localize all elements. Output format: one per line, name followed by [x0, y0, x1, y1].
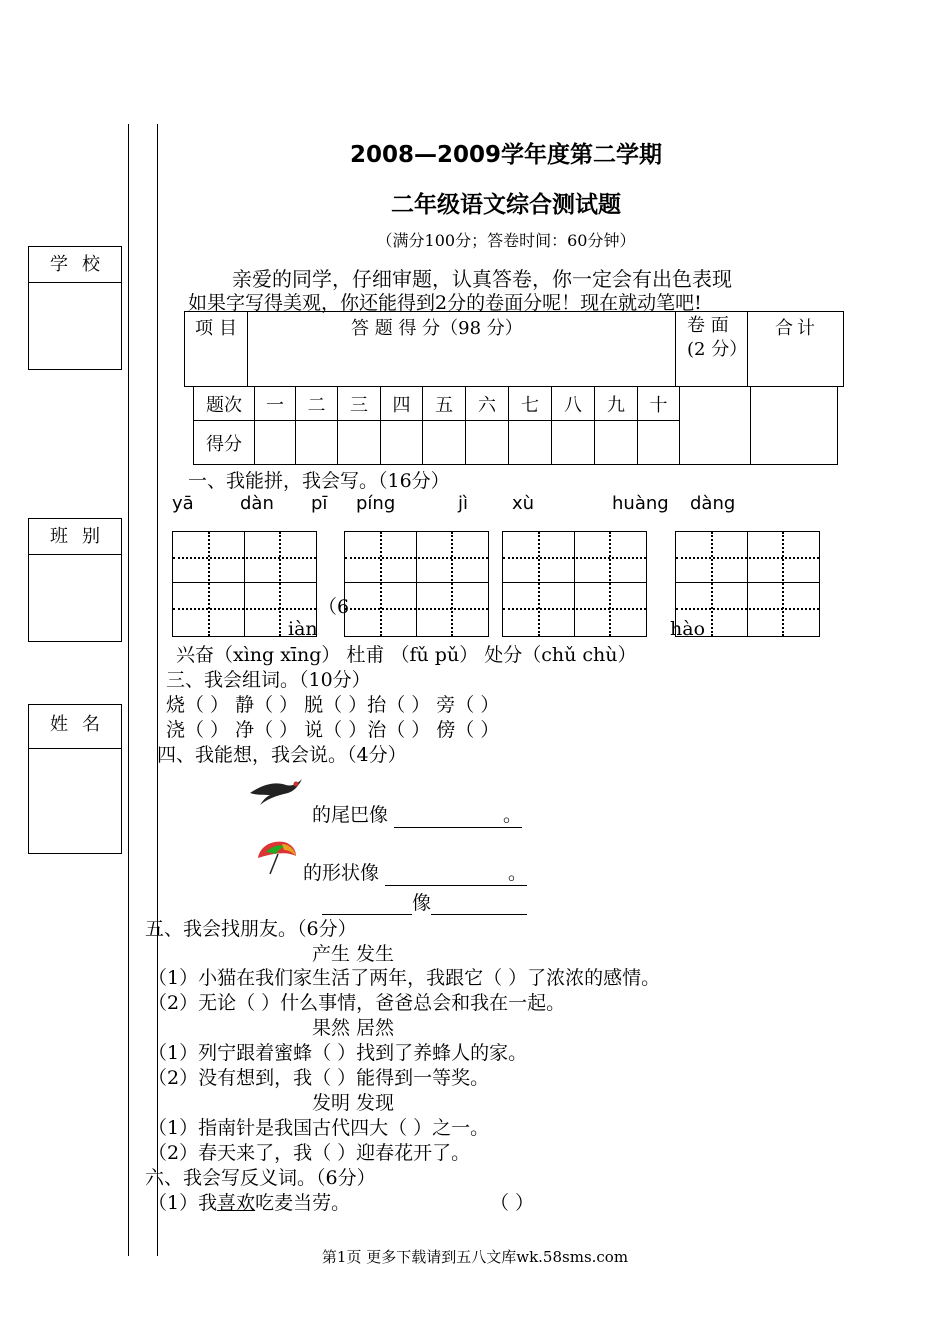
s6-q1: （1）我喜欢吃麦当劳。 — [148, 1192, 351, 1214]
section2-fragment-pinyin2: hào — [670, 618, 706, 640]
pinyin-ji: jì — [458, 493, 469, 514]
answer-blank-3[interactable] — [322, 892, 412, 915]
s5-g2-q1: （1）列宁跟着蜜蜂（ ）找到了养蜂人的家。 — [148, 1042, 528, 1064]
school-label: 学校 — [29, 247, 121, 283]
question-number-3: 三 — [338, 387, 381, 421]
s6-q1-blank[interactable]: （ ） — [490, 1192, 535, 1214]
score-row-label: 得分 — [194, 421, 255, 465]
name-box — [28, 704, 122, 854]
pinyin-ya: yā — [172, 493, 194, 514]
title-line2: 二年级语文综合测试题 — [391, 192, 621, 218]
question-number-7: 七 — [509, 387, 552, 421]
section5-heading: 五、我会找朋友。（6分） — [145, 918, 357, 940]
word-group-1: 产生 发生 — [312, 943, 395, 965]
intro-line2: 如果字写得美观，你还能得到2分的卷面分呢！现在就动笔吧! — [188, 292, 702, 314]
s5-g1-q2: （2）无论（ ）什么事情，爸爸总会和我在一起。 — [148, 992, 566, 1014]
question-number-10: 十 — [638, 387, 680, 421]
title-line1: 2008—2009学年度第二学期 — [349, 142, 663, 168]
q-shape-like: 的形状像 。 — [303, 858, 527, 886]
word-group-2: 果然 居然 — [312, 1017, 395, 1039]
section2-fragment-pinyin: iàn — [288, 618, 318, 640]
s5-g1-q1: （1）小猫在我们家生活了两年，我跟它（ ）了浓浓的感情。 — [148, 967, 661, 989]
section2-fragment: （6 — [318, 596, 350, 618]
word-group-3: 发明 发现 — [312, 1092, 395, 1114]
score-table-header — [184, 311, 844, 387]
pinyin-dan: dàn — [240, 493, 274, 514]
umbrella-icon — [256, 838, 298, 878]
question-number-1: 一 — [255, 387, 296, 421]
pinyin-huang: huàng — [612, 493, 669, 514]
school-box — [28, 246, 122, 370]
s5-g3-q2: （2）春天来了，我（ ）迎春花开了。 — [148, 1142, 471, 1164]
writing-grid-1[interactable] — [172, 531, 317, 637]
section3-row1: 烧（ ） 静（ ） 脱（ ）抬（ ） 旁（ ） — [166, 694, 500, 716]
section3-row2: 浇（ ） 净（ ） 说（ ）治（ ） 傍（ ） — [166, 719, 500, 741]
item-label: 项目 — [195, 318, 243, 339]
writing-grid-4[interactable] — [675, 531, 820, 637]
total-label: 合计 — [775, 318, 819, 339]
question-number-5: 五 — [423, 387, 466, 421]
writing-grid-3[interactable] — [502, 531, 647, 637]
class-label: 班别 — [29, 519, 121, 555]
score-table — [193, 386, 838, 465]
pinyin-pi: pī — [311, 493, 328, 514]
section4-heading: 四、我能想，我会说。（4分） — [157, 744, 407, 766]
margin-line-left — [128, 124, 129, 1256]
pinyin-xu: xù — [512, 493, 535, 514]
s5-g3-q1: （1）指南针是我国古代四大（ ）之一。 — [148, 1117, 490, 1139]
class-box — [28, 518, 122, 642]
answer-score-label: 答 题 得 分（98 分） — [351, 318, 523, 339]
pinyin-ping: píng — [356, 493, 396, 514]
section6-heading: 六、我会写反义词。（6分） — [145, 1167, 376, 1189]
question-number-2: 二 — [296, 387, 338, 421]
name-label: 姓名 — [29, 705, 121, 749]
subtitle: （满分100分；答卷时间：60分钟） — [376, 231, 636, 250]
question-number-9: 九 — [595, 387, 638, 421]
question-row-label: 题次 — [194, 387, 255, 421]
pinyin-dang: dàng — [690, 493, 736, 514]
s5-g2-q2: （2）没有想到，我（ ）能得到一等奖。 — [148, 1067, 490, 1089]
answer-blank-2[interactable]: 。 — [385, 858, 527, 886]
writing-grid-2[interactable] — [344, 531, 489, 637]
question-number-6: 六 — [466, 387, 509, 421]
section1-heading: 一、我能拼，我会写。（16分） — [188, 470, 450, 492]
q-tail-like: 的尾巴像 。 — [312, 800, 522, 828]
question-number-4: 四 — [381, 387, 423, 421]
q-free-like: 像 — [322, 888, 527, 915]
neatness-label: 卷 面 (2 分） — [687, 315, 748, 360]
section2-line: 兴奋（xìng xīng） 杜甫 （fǔ pǔ） 处分（chǔ chù） — [176, 644, 637, 666]
question-number-8: 八 — [552, 387, 595, 421]
section3-heading: 三、我会组词。（10分） — [166, 669, 371, 691]
swallow-icon — [248, 775, 304, 809]
page-footer: 第1页 更多下载请到五八文库wk.58sms.com — [321, 1248, 629, 1266]
intro-line1: 亲爱的同学，仔细审题，认真答卷，你一定会有出色表现 — [232, 267, 732, 291]
answer-blank-1[interactable]: 。 — [394, 800, 522, 828]
answer-blank-4[interactable] — [431, 892, 527, 915]
